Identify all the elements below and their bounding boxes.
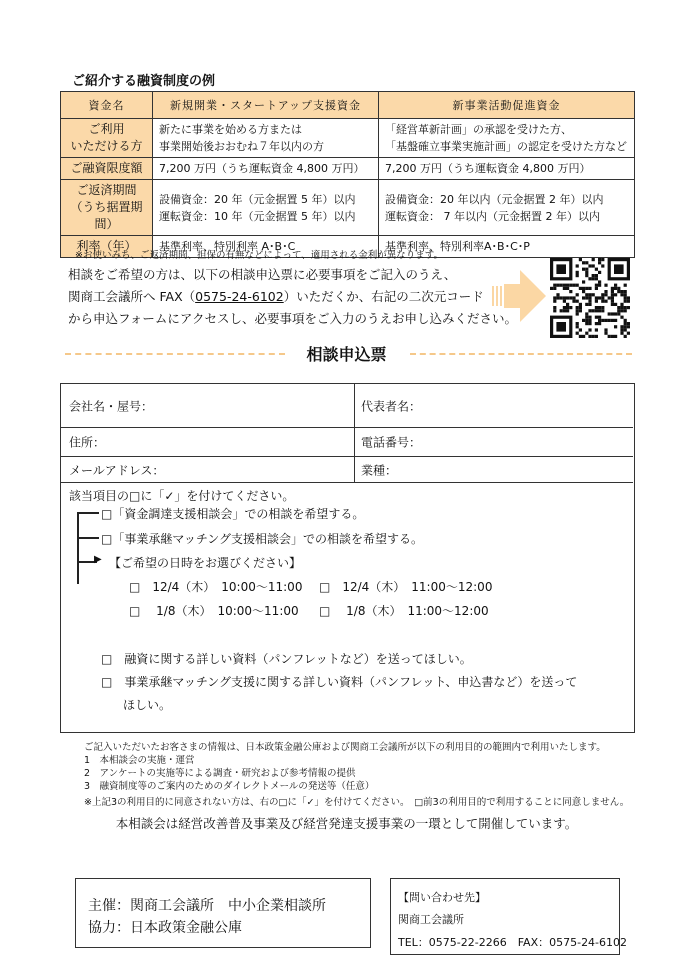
table-cell: ご返済期間 （うち据置期間） [61, 180, 153, 236]
form-row [61, 384, 633, 428]
table-row [61, 158, 635, 180]
material-request-succession-cont: ほしい。 [123, 698, 172, 712]
table-row [61, 180, 635, 236]
contact-title: 【問い合わせ先】 [398, 891, 486, 904]
privacy-item: 3 融資制度等のご案内のためのダイレクトメールの発送等（任意） [84, 781, 375, 792]
application-form [60, 383, 635, 733]
material-request-succession[interactable]: □ 事業承継マッチング支援に関する詳しい資料（パンフレット、申込書など）を送って [101, 675, 578, 689]
contact-name: 関商工会議所 [398, 913, 464, 926]
header-cell: 新規開業・スタートアップ支援資金 [153, 92, 379, 119]
qr-code[interactable] [550, 258, 630, 338]
intro-text [68, 264, 517, 330]
optout-checkbox[interactable]: ※上記3の利用目的に同意されない方は、右の□に「✓」を付けてください。 □前3の利用目的で利用することに同意しません。 [84, 797, 630, 808]
arrow-right-icon [492, 268, 548, 324]
table-cell: 基準利率、特別利率A･B･C･P [379, 236, 635, 258]
intro-line: 相談をご希望の方は、以下の相談申込票に必要事項をご記入のうえ、 [68, 267, 457, 282]
material-request-loan[interactable]: □ 融資に関する詳しい資料（パンフレットなど）を送ってほしい。 [101, 652, 472, 666]
table-row [61, 119, 635, 158]
divider [354, 384, 355, 483]
option-succession-consultation[interactable]: □「事業承継マッチング支援相談会」での相談を希望する。 [101, 532, 424, 546]
instruction: 該当項目の□に「✓」を付けてください。 [69, 489, 295, 503]
fax-number: 0575-24-6102 [195, 289, 284, 304]
industry-field[interactable]: 業種： [361, 463, 398, 477]
form-row [61, 428, 633, 457]
representative-field[interactable]: 代表者名： [361, 399, 422, 413]
privacy-item: 2 アンケートの実施等による調査・研究および参考情報の提供 [84, 768, 356, 779]
table-cell: 新たに事業を始める方または 事業開始後おおむね７年以内の方 [153, 119, 379, 158]
form-title: 相談申込票 [306, 345, 387, 364]
option-funding-consultation[interactable]: □「資金調達支援相談会」での相談を希望する。 [101, 507, 365, 521]
form-row [61, 457, 633, 483]
organizer-box [75, 878, 371, 948]
program-note: 本相談会は経営改善普及事業及び経営発達支援事業の一環として開催しています。 [115, 816, 578, 831]
host: 主催：関商工会議所 中小企業相談所 [88, 898, 326, 914]
contact-phone: TEL：0575-22-2266 FAX：0575-24-6102 [398, 936, 628, 949]
email-field[interactable]: メールアドレス： [69, 463, 165, 477]
slot-checkbox[interactable]: □ 12/4（木） 10:00～11:00 [129, 580, 303, 594]
loan-table [60, 91, 635, 258]
table-cell: ご利用 いただける方 [61, 119, 153, 158]
intro-line: 関商工会議所へ FAX（0575-24-6102）いただくか、右記の二次元コード [68, 289, 484, 304]
privacy-notice: ご記入いただいたお客さまの情報は、日本政策金融公庫および関商工会議所が以下の利用目的の範囲内で利用いたします。 1 本相談会の実施・運営 2 アンケートの実施等による調査・研究および参考情報の提供 3 融資制度等のご案内のためのダイレクトメールの発送等（任意） ※上記3の利用目的に同意されない方は、右の□に「✓」を付けてください。 □前3の利用目的で利用することに同意しません。 [84, 742, 630, 808]
address-field[interactable]: 住所： [69, 435, 106, 450]
table-cell: 7,200 万円（うち運転資金 4,800 万円） [153, 158, 379, 180]
table-cell: 設備資金：20 年以内（元金据置 2 年）以内 運転資金： 7 年以内（元金据置 2 年）以内 [379, 180, 635, 236]
table-cell: 7,200 万円（うち運転資金 4,800 万円） [379, 158, 635, 180]
table-cell: 設備資金：20 年（元金据置 5 年）以内 運転資金：10 年（元金据置 5 年）以内 [153, 180, 379, 236]
arrow-icon: ▶ [94, 554, 102, 565]
company-field[interactable]: 会社名・屋号： [69, 399, 154, 413]
slot-checkbox[interactable]: □ 12/4（木） 11:00～12:00 [319, 580, 493, 594]
intro-line: から申込フォームにアクセスし、必要事項をご入力のうえお申し込みください。 [68, 311, 518, 326]
contact-box [390, 878, 628, 955]
table-cell: 基準利率、特別利率 A･B･C [153, 236, 379, 258]
slot-checkbox[interactable]: □ 1/8（木） 11:00～12:00 [319, 604, 489, 618]
privacy-item: 1 本相談会の実施・運営 [84, 755, 195, 766]
header-cell: 新事業活動促進資金 [379, 92, 635, 119]
table-cell: 「経営革新計画」の承認を受けた方、 「基盤確立事業実施計画」の認定を受けた方など [379, 119, 635, 158]
header-cell: 資金名 [61, 92, 153, 119]
table-note: ※お使いみち、ご返済期間、担保の有無などによって、適用される金利が異なります。 [75, 250, 444, 261]
section-title: ご紹介する融資制度の例 [72, 74, 216, 89]
table-cell: ご融資限度額 [61, 158, 153, 180]
date-heading: 【ご希望の日時をお選びください】 [109, 556, 302, 570]
support: 協力：日本政策金融公庫 [88, 920, 242, 936]
phone-field[interactable]: 電話番号： [361, 435, 422, 450]
slot-checkbox[interactable]: □ 1/8（木） 10:00～11:00 [129, 604, 299, 618]
table-header [61, 92, 635, 119]
table-cell: 利率（年） [61, 236, 153, 258]
